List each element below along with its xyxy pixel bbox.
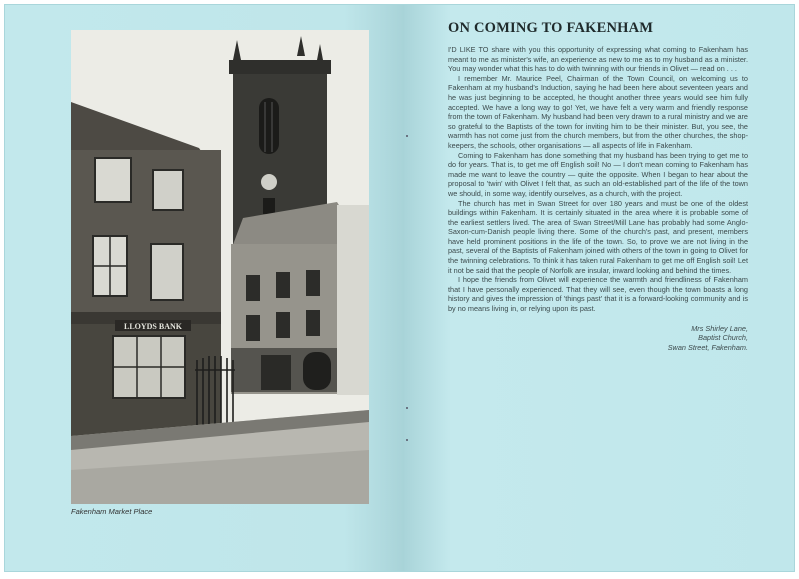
- shop-sign: LLOYDS BANK: [123, 322, 183, 331]
- article: [448, 20, 748, 353]
- photo-caption: Fakenham Market Place: [71, 507, 153, 516]
- right-page: [404, 5, 794, 571]
- signature-name: Mrs Shirley Lane,: [691, 323, 748, 333]
- brick-house: [231, 202, 369, 395]
- paragraph-3: Coming to Fakenham has done something that my husband has been trying to get me to do for years. That is, to get me off English soil! No — I don't mean coming to Fakenham has made me want to leave the country — quite the opposite. When I began to hear about the proposal to 'twin' with Olivet I felt that, as such an old-established part of the life of the town we should, in some way, identify ourselves, as a church, with the project.: [448, 150, 748, 198]
- left-page: [5, 5, 404, 571]
- market-place-photo: [71, 30, 369, 504]
- binding-mark: [406, 407, 408, 409]
- signature-church: Baptist Church,: [698, 333, 748, 343]
- binding-mark: [406, 439, 408, 441]
- article-heading: ON COMING TO FAKENHAM: [448, 20, 654, 36]
- signature: [448, 324, 748, 353]
- signature-address: Swan Street, Fakenham.: [667, 343, 748, 353]
- paragraph-4: The church has met in Swan Street for over 180 years and must be one of the oldest buildings within Fakenham. It is certainly situated in the area where it is probable some of the earliest settlers lived. The area of Swan Street/Mill Lane has probably had some Anglo-Saxon-cum-Danish people living there. Some of the church's past, and present, members have held prominent positions in the life of the town. So, to prove we are not living in the past, several of the Baptists of Fakenham joined with others of the town in going to Olivet for the twinning celebrations. To think it has taken rural Fakenham to get me off English soil! Let it not be said that the people of Norfolk are insular, inward looking and behind the times.: [448, 198, 748, 275]
- paragraph-1: I'D LIKE TO share with you this opportunity of expressing what coming to Fakenham has meant to me as minister's wife, an experience as new to me as to my husband as a minister. You may wonder what this has to do with twinning with our friends in Olivet — read on . . .: [448, 45, 748, 74]
- booklet-spread: [4, 4, 795, 572]
- bank-building: [71, 102, 221, 436]
- binding-mark: [406, 135, 408, 137]
- paragraph-2: I remember Mr. Maurice Peel, Chairman of the Town Council, on welcoming us to Fakenham at my husband's Induction, saying he had been here about seventeen years and he was just beginning to be accepted, he thought another three years would see him fully accepted. We have a long way to go! Yet, we have felt a very warm and friendly response from the town of Fakenham. My husband had been very drawn to a rural ministry and we are so grateful to the Baptists of the town for inviting him to be their minister. But, you see, the warmth has not come just from the church members, but from the other churches, the shop-keepers, the schools, other organisations — all aspects of life in Fakenham.: [448, 73, 748, 150]
- paragraph-5: I hope the friends from Olivet will experience the warmth and friendliness of Fakenham that I have personally experienced. That they will see, even though the town boasts a long history and gives the impression of 'things past' that it is a forward-looking community and is by no means living in, or relying upon its past.: [448, 275, 748, 314]
